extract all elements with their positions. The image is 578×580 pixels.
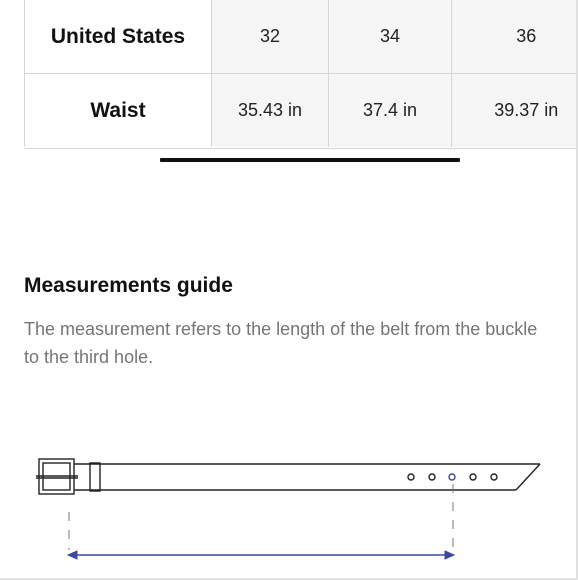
- belt-icon: [36, 459, 540, 494]
- table-cell: 32: [212, 0, 329, 74]
- belt-third-hole-icon: [449, 474, 455, 480]
- table-row-us-size: [25, 0, 578, 74]
- measurement-arrow-icon: [68, 551, 454, 559]
- row-header-us: United States: [25, 0, 212, 74]
- table-cell: 37.4 in: [329, 74, 452, 148]
- horizontal-scrollbar[interactable]: [160, 158, 460, 162]
- row-header-waist: Waist: [25, 74, 212, 148]
- measurements-guide-description: The measurement refers to the length of the belt from the buckle to the third hole.: [24, 319, 538, 367]
- table-cell: 35.43 in: [212, 74, 329, 148]
- table-cell: 39.37 in: [452, 74, 578, 148]
- size-table-container[interactable]: [24, 0, 578, 149]
- belt-hole-icon: [429, 474, 435, 480]
- table-row-waist: [25, 74, 578, 148]
- measurements-guide-title: Measurements guide: [24, 274, 233, 297]
- belt-hole-icon: [470, 474, 476, 480]
- belt-loop-icon: [90, 463, 100, 491]
- size-table: [24, 0, 578, 147]
- belt-hole-icon: [408, 474, 414, 480]
- belt-measurement-diagram-icon: [0, 440, 578, 580]
- table-cell: 36: [452, 0, 578, 74]
- belt-hole-icon: [491, 474, 497, 480]
- table-cell: 34: [329, 0, 452, 74]
